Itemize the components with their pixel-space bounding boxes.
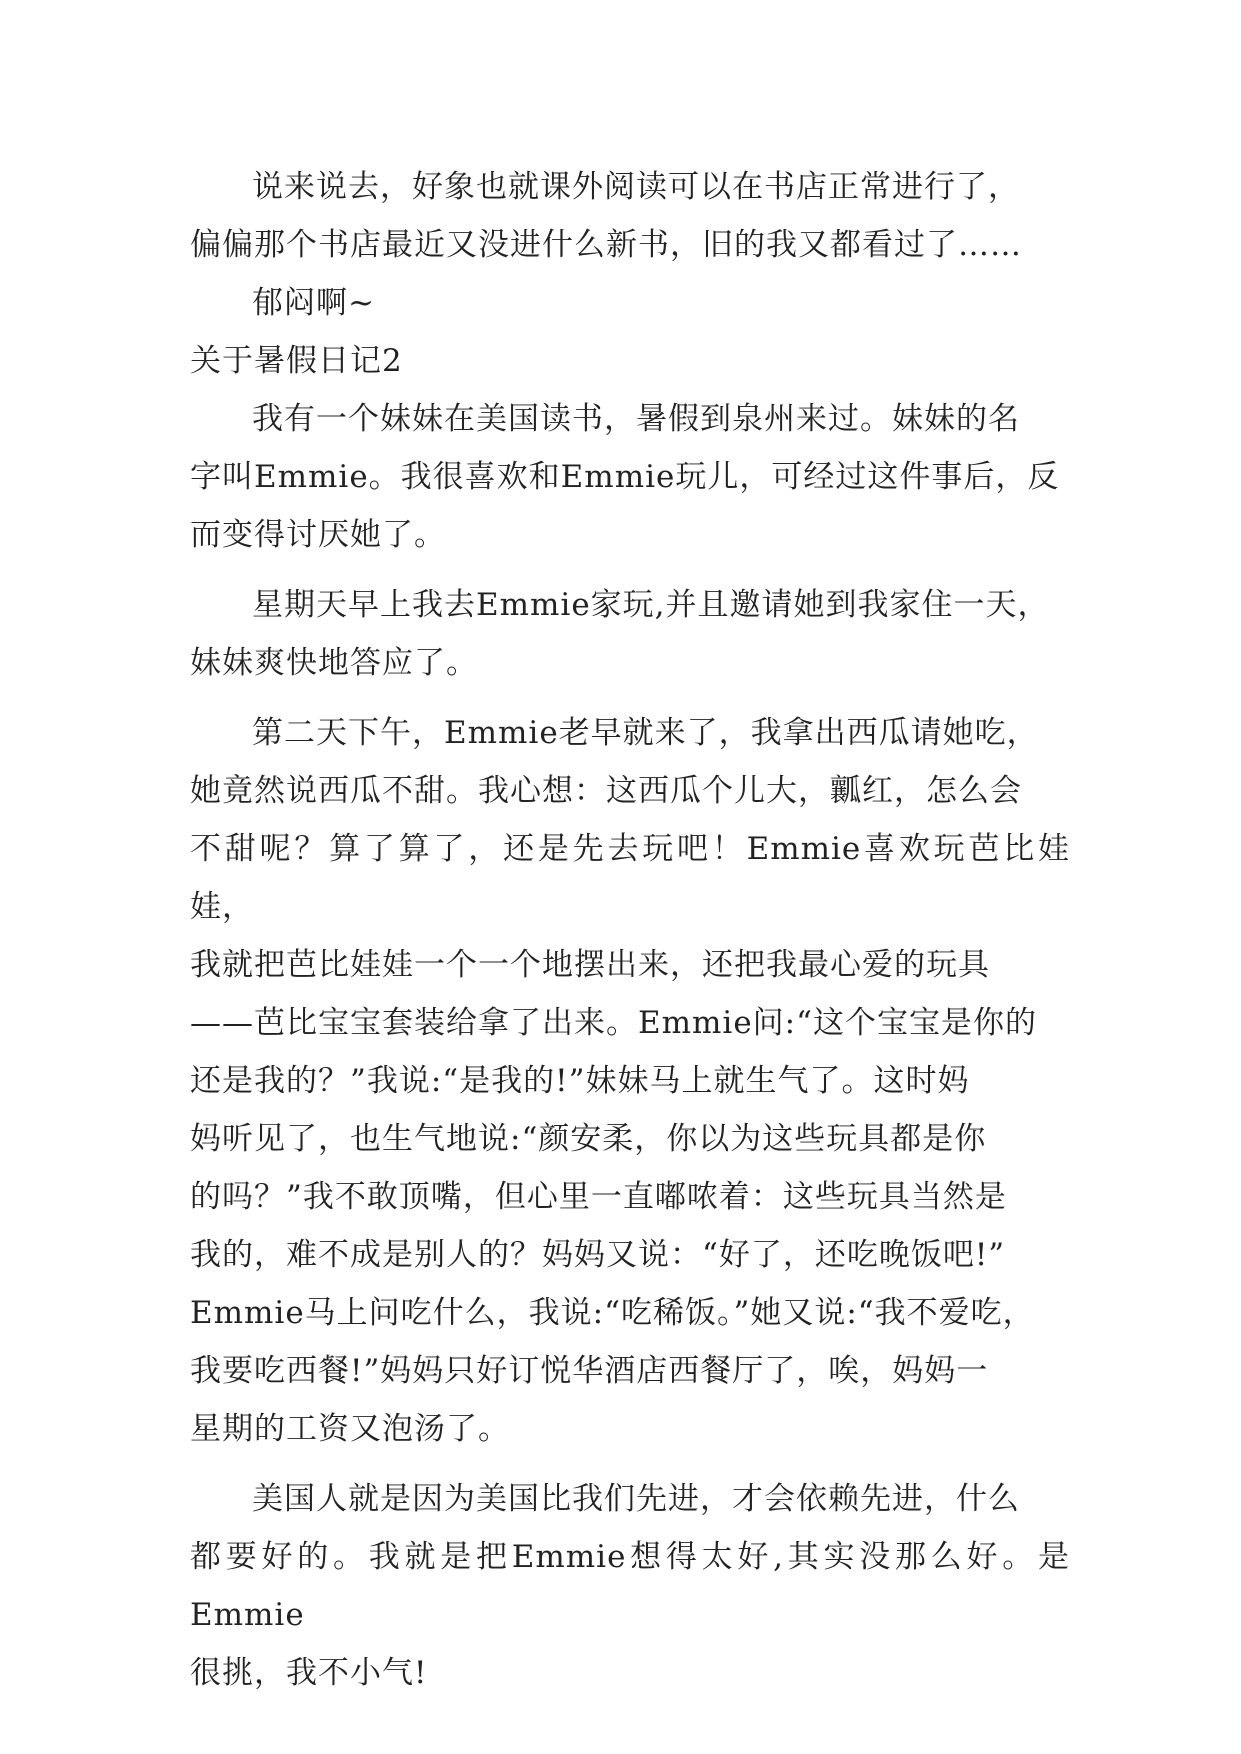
document-body xyxy=(190,158,1070,1702)
section-heading: 关于暑假日记2 xyxy=(190,343,403,379)
paragraph-next-day: 第二天下午，Emmie老早就来了，我拿出西瓜请她吃， 她竟然说西瓜不甜。我心想：这西瓜个儿大，瓤红，怎么会 不甜呢？算了算了，还是先去玩吧！Emmie喜欢玩芭比娃娃， 我就把芭比娃娃一个一个地摆出来，还把我最心爱的玩具 ——芭比宝宝套装给拿了出来。Emmie问:“这个宝宝是你的 还是我的？”我说:“是我的!”妹妹马上就生气了。这时妈 妈听见了，也生气地说:“颜安柔，你以为这些玩具都是你 的吗？”我不敢顶嘴，但心里一直嘟哝着：这些玩具当然是 我的，难不成是别人的？妈妈又说：“好了，还吃晚饭吧!” Emmie马上问吃什么，我说:“吃稀饭。”她又说:“我不爱吃， 我要吃西餐!”妈妈只好订悦华酒店西餐厅了，唉，妈妈一 星期的工资又泡汤了。 xyxy=(190,715,1070,1447)
paragraph-depressed: 郁闷啊~ xyxy=(252,285,375,321)
paragraph-intro: 我有一个妹妹在美国读书，暑假到泉州来过。妹妹的名 字叫Emmie。我很喜欢和Emmie玩儿，可经过这件事后，反 而变得讨厌她了。 xyxy=(190,401,1060,553)
paragraph-conclusion: 美国人就是因为美国比我们先进，才会依赖先进，什么 都要好的。我就是把Emmie想得太好,其实没那么好。是Emmie 很挑，我不小气! xyxy=(190,1481,1070,1691)
paragraph-reading: 说来说去，好象也就课外阅读可以在书店正常进行了， 偏偏那个书店最近又没进什么新书，旧的我又都看过了…… xyxy=(190,169,1022,263)
paragraph-sunday: 星期天早上我去Emmie家玩,并且邀请她到我家住一天， 妹妹爽快地答应了。 xyxy=(190,587,1050,681)
